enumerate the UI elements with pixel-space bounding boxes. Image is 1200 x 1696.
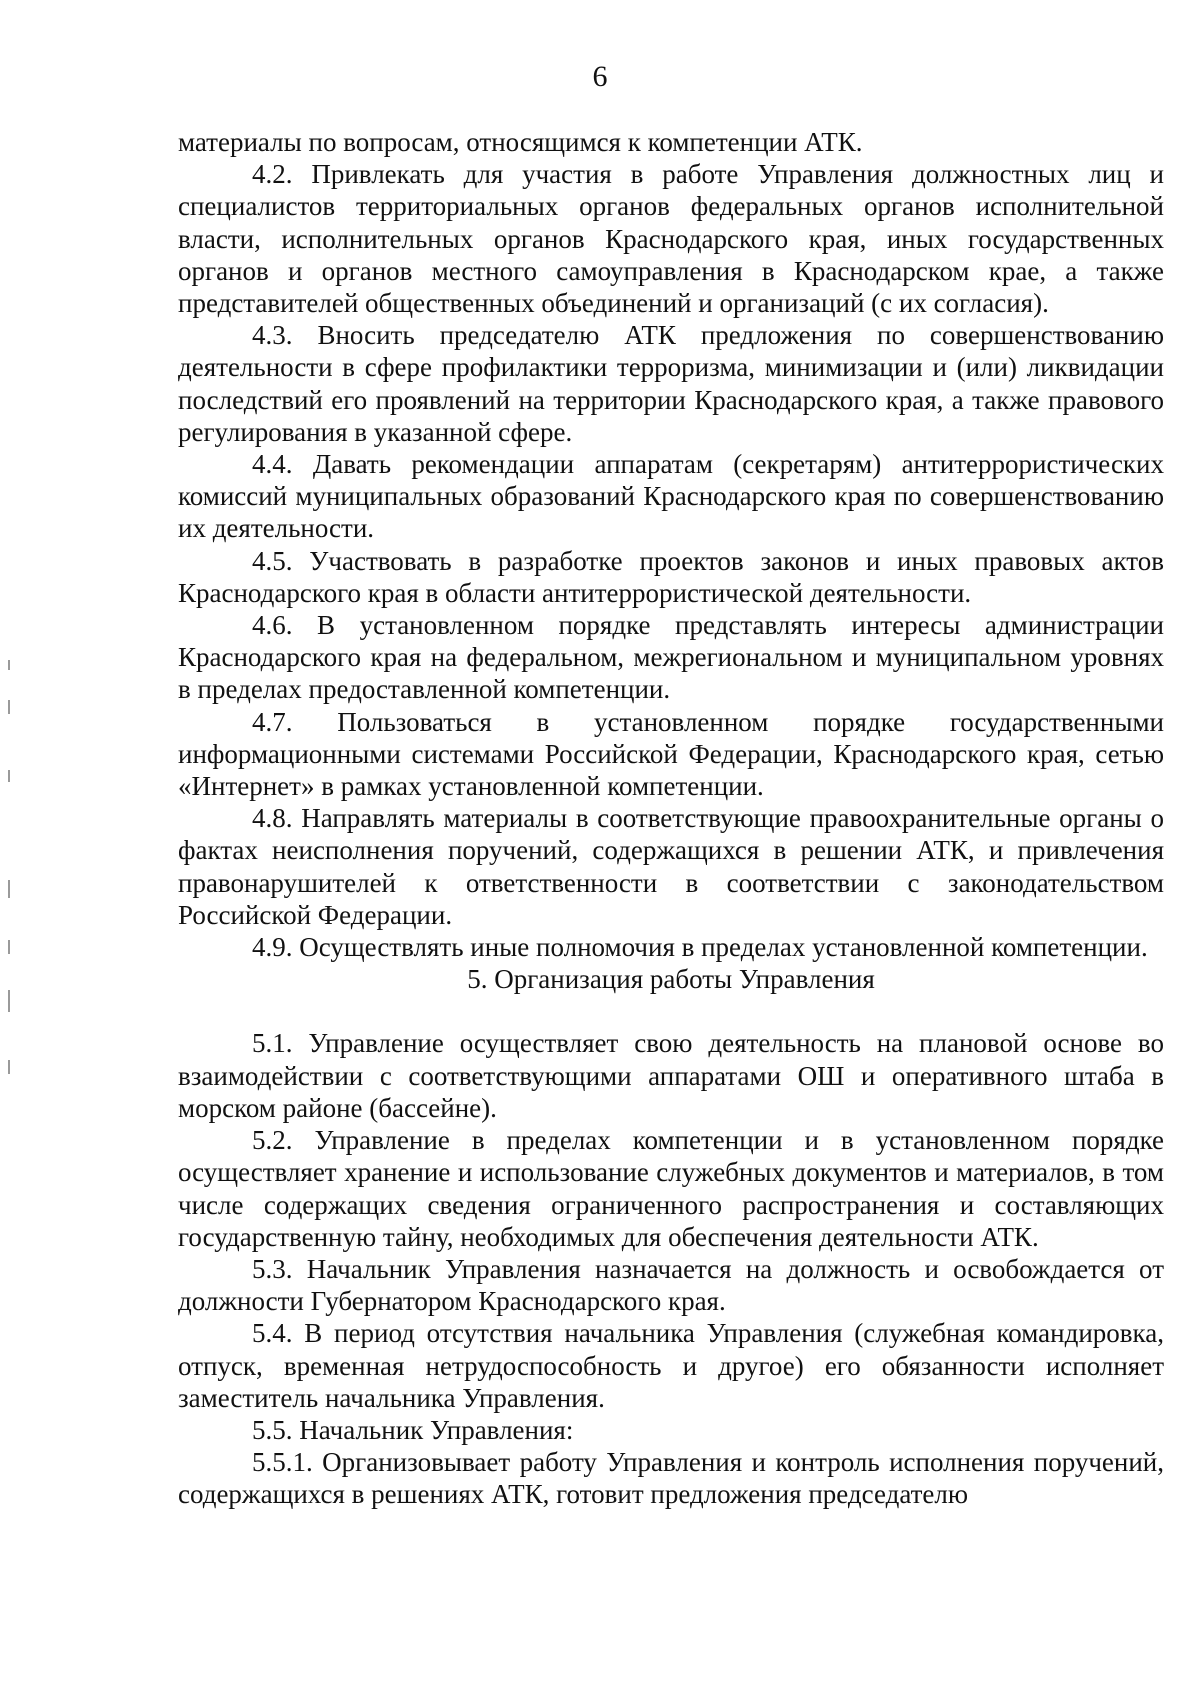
paragraph-4-5: 4.5. Участвовать в разработке проектов законов и иных правовых актов Краснодарского края в области антитеррористической деятельности.	[178, 545, 1164, 608]
paragraph: материалы по вопросам, относящимся к компетенции АТК.	[178, 127, 863, 157]
paragraph-5-3: 5.3. Начальник Управления назначается на должность и освобождается от должности Губернатором Краснодарского края.	[178, 1253, 1164, 1317]
paragraph-4-8: 4.8. Направлять материалы в соответствующие правоохранительные органы о фактах неисполнения поручений, содержащихся в решении АТК, и привлечения правонарушителей к ответственности в соответствии с законодательством Российской Федерации.	[178, 803, 1164, 930]
paragraph-5-4: 5.4. В период отсутствия начальника Управления (служебная командировка, отпуск, временная нетрудоспособность и другое) его обязанности исполняет заместитель начальника Управления.	[178, 1318, 1164, 1413]
paragraph-4-6: 4.6. В установленном порядке представлять интересы администрации Краснодарского края на федеральном, межрегиональном и муниципальном уровнях в пределах предоставленной компетенции.	[178, 610, 1164, 705]
section-heading: 5. Организация работы Управления	[467, 964, 875, 995]
paragraph-4-9: 4.9. Осуществлять иные полномочия в пределах установленной компетенции.	[252, 932, 1148, 963]
paragraph-4-4: 4.4. Давать рекомендации аппаратам (секретарям) антитеррористических комиссий муниципальных образований Краснодарского края по совершенствованию их деятельности.	[178, 449, 1164, 544]
page-number: 6	[592, 60, 608, 93]
paragraph-5-5: 5.5. Начальник Управления:	[252, 1414, 574, 1445]
paragraph-4-3: 4.3. Вносить председателю АТК предложения по совершенствованию деятельности в сфере профилактики терроризма, минимизации и (или) ликвидации последствий его проявлений на территории Краснодарского края, а также правового регулирования в указанной сфере.	[178, 320, 1164, 447]
document-body	[178, 126, 1164, 1511]
paragraph-5-1: 5.1. Управление осуществляет свою деятельность на плановой основе во взаимодействии с соответствующими аппаратами ОШ и оперативного штаба в морском районе (бассейне).	[178, 1028, 1164, 1123]
paragraph-4-7: 4.7. Пользоваться в установленном порядке государственными информационными системами Российской Федерации, Краснодарского края, сетью «Интернет» в рамках установленной компетенции.	[178, 706, 1164, 802]
scan-margin-marks	[8, 660, 14, 1120]
paragraph-4-2: 4.2. Привлекать для участия в работе Управления должностных лиц и специалистов территориальных органов федеральных органов исполнительной власти, исполнительных органов Краснодарского края, иных государственных органов и органов местного самоуправления в Краснодарском крае, а также представителей общественных объединений и организаций (с их согласия).	[178, 159, 1164, 319]
paragraph-5-5-1: 5.5.1. Организовывает работу Управления и контроль исполнения поручений, содержащихся в решениях АТК, готовит предложения председателю	[178, 1447, 1164, 1510]
paragraph-5-2: 5.2. Управление в пределах компетенции и в установленном порядке осуществляет хранение и использование служебных документов и материалов, в том числе содержащих сведения ограниченного распространения и составляющих государственную тайну, необходимых для обеспечения деятельности АТК.	[178, 1125, 1164, 1252]
